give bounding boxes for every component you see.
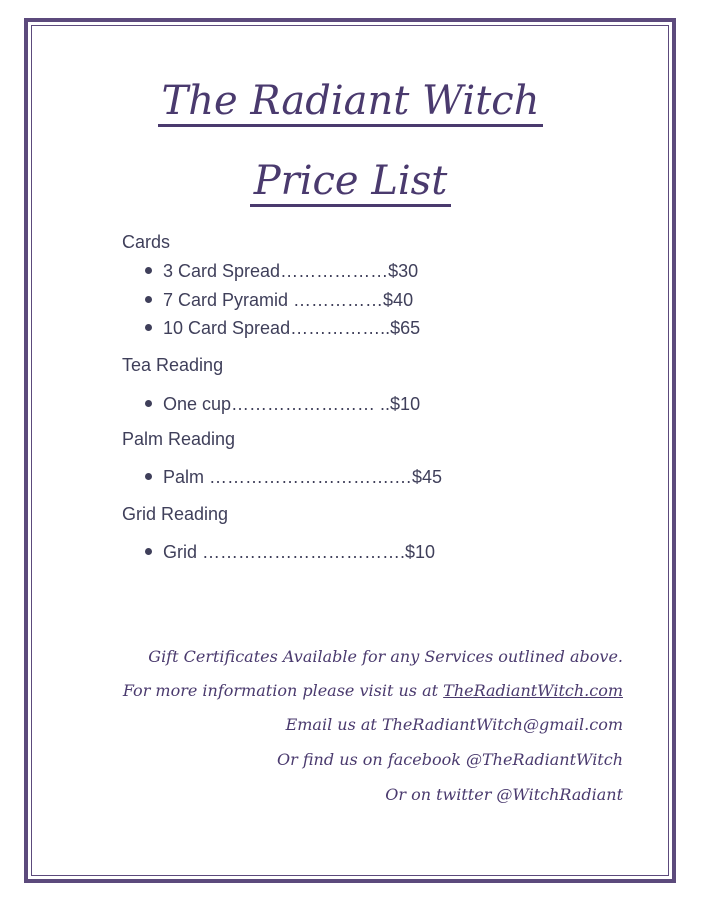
more-info-line: [123, 681, 623, 700]
bullet-icon: [145, 400, 152, 407]
section-heading-cards: Cards: [122, 232, 171, 252]
list-item-text: 7 Card Pyramid ……………$40: [163, 290, 414, 310]
list-item: [145, 542, 435, 563]
gift-certificates-note: Gift Certificates Available for any Services outlined above.: [148, 647, 623, 666]
page-subtitle-text: Price List: [250, 160, 452, 207]
website-link[interactable]: TheRadiantWitch.com: [443, 681, 623, 700]
bullet-icon: [145, 548, 152, 555]
page-border-inner: [31, 25, 669, 876]
page-title: [0, 78, 701, 127]
email-line: Email us at TheRadiantWitch@gmail.com: [285, 715, 623, 734]
page-subtitle: [0, 158, 701, 207]
bullet-icon: [145, 473, 152, 480]
list-item-text: 3 Card Spread………………$30: [163, 261, 419, 281]
facebook-line: Or find us on facebook @TheRadiantWitch: [277, 750, 623, 769]
list-item: [145, 467, 442, 488]
list-item: [145, 394, 420, 415]
page-title-text: The Radiant Witch: [158, 80, 544, 127]
section-heading-palm-reading: Palm Reading: [122, 429, 236, 449]
section-heading-tea-reading: Tea Reading: [122, 355, 224, 375]
twitter-line: Or on twitter @WitchRadiant: [385, 785, 623, 804]
more-info-text: For more information please visit us at: [122, 681, 439, 700]
list-item-text: 10 Card Spread……………..$65: [163, 318, 421, 338]
section-heading-grid-reading: Grid Reading: [122, 504, 229, 524]
bullet-icon: [145, 296, 152, 303]
list-item: [145, 318, 420, 339]
bullet-icon: [145, 267, 152, 274]
bullet-icon: [145, 324, 152, 331]
list-item-text: Palm ………………………….…$45: [163, 467, 443, 487]
list-item: [145, 290, 413, 311]
list-item: [145, 261, 418, 282]
list-item-text: One cup…………………… ..$10: [163, 394, 421, 414]
list-item-text: Grid …………………………….$10: [163, 542, 436, 562]
